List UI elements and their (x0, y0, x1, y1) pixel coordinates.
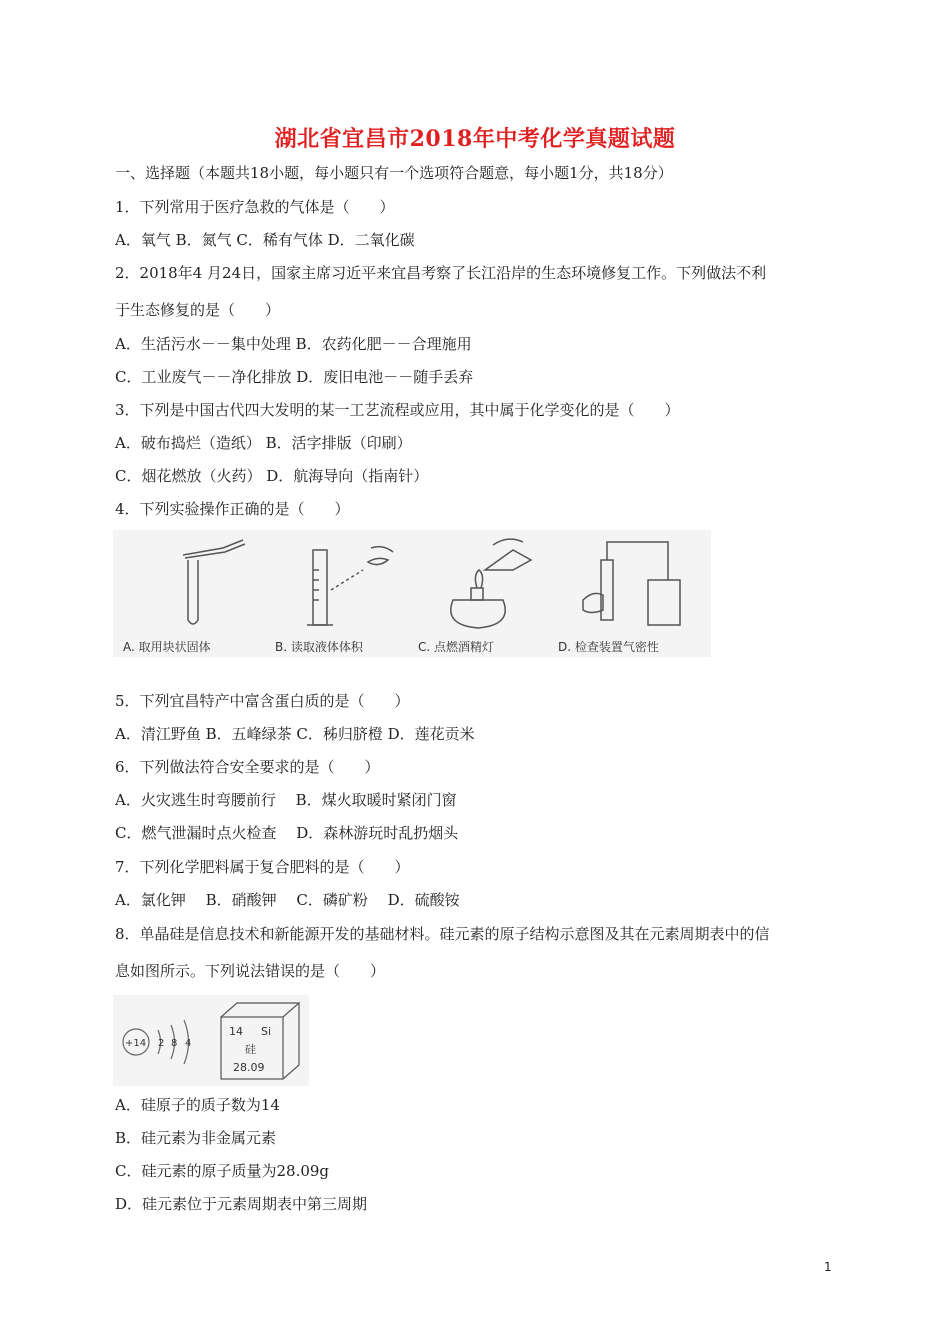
page-number: 1 (824, 1260, 832, 1274)
shell-1: 2 (158, 1038, 165, 1049)
q4-caption-d: D. 检查装置气密性 (558, 640, 659, 654)
q6-options-line2: C．燃气泄漏时点火检查 D．森林游玩时乱扔烟头 (115, 824, 459, 842)
atomic-mass: 28.09 (233, 1061, 265, 1074)
alcohol-lamp-icon (451, 539, 531, 628)
section-header: 一、选择题（本题共18小题，每小题只有一个选项符合题意，每小题1分，共18分） (115, 164, 673, 182)
graduated-cylinder-eye-icon (307, 547, 393, 625)
q4-stem: 4．下列实验操作正确的是（ ） (115, 500, 350, 518)
atomic-number: 14 (229, 1025, 243, 1038)
q7-options: A．氯化钾 B．硝酸钾 C．磷矿粉 D．硫酸铵 (115, 891, 460, 909)
q8-stem-line1: 8．单晶硅是信息技术和新能源开发的基础材料。硅元素的原子结构示意图及其在元素周期表中的信 (115, 925, 770, 943)
q2-options-line1: A．生活污水－－集中处理 B．农药化肥－－合理施用 (115, 335, 472, 353)
q4-caption-c: C. 点燃酒精灯 (418, 640, 495, 654)
q6-options-line1: A．火灾逃生时弯腰前行 B．煤火取暖时紧闭门窗 (115, 791, 457, 809)
q8-option-d: D．硅元素位于元素周期表中第三周期 (115, 1195, 368, 1213)
page-title: 湖北省宜昌市2018年中考化学真题试题 (274, 126, 676, 152)
shell-2: 8 (171, 1038, 178, 1049)
q1-stem: 1．下列常用于医疗急救的气体是（ ） (115, 198, 395, 216)
element-symbol: Si (261, 1025, 272, 1038)
q5-stem: 5．下列宜昌特产中富含蛋白质的是（ ） (115, 692, 410, 710)
q8-option-b: B．硅元素为非金属元素 (115, 1129, 277, 1147)
q8-silicon-figure (113, 995, 309, 1086)
q8-option-a: A．硅原子的质子数为14 (115, 1096, 280, 1114)
element-name: 硅 (245, 1043, 256, 1056)
q1-options: A．氧气 B．氮气 C．稀有气体 D．二氧化碳 (115, 231, 415, 249)
q7-stem: 7．下列化学肥料属于复合肥料的是（ ） (115, 858, 410, 876)
q6-stem: 6．下列做法符合安全要求的是（ ） (115, 758, 380, 776)
q4-caption-b: B. 读取液体体积 (275, 640, 363, 654)
q5-options: A．清江野鱼 B．五峰绿茶 C．秭归脐橙 D．莲花贡米 (115, 725, 475, 743)
q2-stem-line2: 于生态修复的是（ ） (115, 301, 281, 319)
q2-options-line2: C．工业废气－－净化排放 D．废旧电池－－随手丢弃 (115, 368, 474, 386)
q8-stem-line2: 息如图所示。下列说法错误的是（ ） (115, 962, 386, 980)
q3-stem: 3．下列是中国古代四大发明的某一工艺流程或应用，其中属于化学变化的是（ ） (115, 401, 680, 419)
airtightness-apparatus-icon (583, 542, 680, 625)
test-tube-tweezers-icon (183, 540, 245, 624)
nucleus-charge: +14 (125, 1038, 147, 1049)
q2-stem-line1: 2．2018年4 月24日，国家主席习近平来宜昌考察了长江沿岸的生态环境修复工作。下列做法不利 (115, 264, 767, 282)
q3-options-line1: A．破布捣烂（造纸） B．活字排版（印刷） (115, 434, 412, 452)
q8-option-c: C．硅元素的原子质量为28.09g (115, 1162, 330, 1180)
q4-caption-a: A. 取用块状固体 (123, 640, 211, 654)
shell-3: 4 (185, 1038, 192, 1049)
q3-options-line2: C．烟花燃放（火药） D．航海导向（指南针） (115, 467, 429, 485)
q4-experiment-figure (113, 530, 711, 657)
